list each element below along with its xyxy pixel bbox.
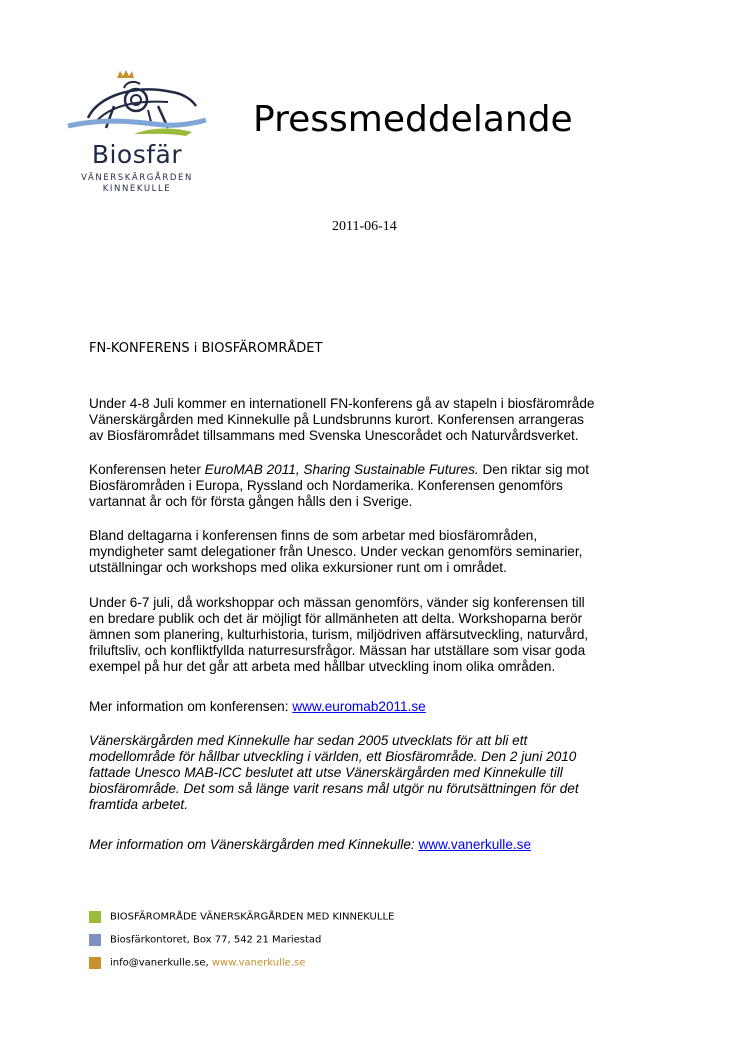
euromab-link[interactable]: www.euromab2011.se	[292, 699, 426, 714]
footer-email[interactable]: info@vanerkulle.se,	[110, 957, 209, 969]
paragraph-line: fattade Unesco MAB-ICC beslutet att utse Vänerskärgården med Kinnekulle till	[89, 765, 563, 780]
vanerkulle-link[interactable]: www.vanerkulle.se	[418, 837, 532, 852]
paragraph-line: Under 4-8 Juli kommer en internationell FN-konferens gå av stapeln i biosfärområde	[89, 396, 595, 411]
paragraph-line: exempel på hur det går att arbeta med hållbar utveckling inom olika områden.	[89, 659, 556, 674]
paragraph-line: biosfärområde. Det som så länge varit resans mål utgör nu förutsättningen för det	[89, 781, 579, 796]
paragraph-more-info-vanerkulle	[89, 837, 689, 853]
paragraph-line: av Biosfärområdet tillsammans med Svenska Unescorådet och Naturvårdsverket.	[89, 428, 579, 443]
page-title: Pressmeddelande	[253, 99, 573, 140]
logo-name: Biosfär	[91, 140, 183, 169]
orange-square-icon	[89, 957, 101, 969]
paragraph-line: Vänerskärgården med Kinnekulle har sedan 2005 utvecklats för att bli ett	[89, 733, 528, 748]
footer-organisation-row	[89, 911, 394, 925]
biosfar-logo	[64, 66, 210, 196]
text-fragment: Den riktar sig mot	[478, 462, 589, 477]
paragraph-line: ämnen som planering, kulturhistoria, turism, miljödriven affärsutveckling, naturvård,	[89, 627, 589, 642]
paragraph-line	[89, 837, 689, 853]
text-fragment: Konferensen heter	[89, 462, 205, 477]
paragraph-line: friluftsliv, och konfliktfyllda naturresursfrågor. Mässan har utställare som visar goda	[89, 643, 586, 658]
paragraph-line: Vänerskärgården med Kinnekulle på Lundsbrunns kurort. Konferensen arrangeras	[89, 412, 584, 427]
paragraph-line: myndigheter samt delegationer från Unesco. Under veckan genomförs seminarier,	[89, 544, 583, 559]
paragraph-line	[89, 462, 689, 478]
text-fragment: Mer information om Vänerskärgården med Kinnekulle:	[89, 837, 419, 852]
paragraph-conference-name	[89, 462, 689, 510]
footer-address: Biosfärkontoret, Box 77, 542 21 Mariestad	[110, 934, 322, 946]
green-square-icon	[89, 911, 101, 923]
text-fragment: Mer information om konferensen:	[89, 699, 293, 714]
paragraph-line: framtida arbetet.	[89, 797, 188, 812]
footer-organisation: BIOSFÄROMRÅDE VÄNERSKÄRGÅRDEN MED KINNEKULLE	[110, 911, 395, 923]
paragraph-line: Under 6-7 juli, då workshoppar och mässan genomförs, vänder sig konferensen till	[89, 595, 585, 610]
logo-subtitle-line1: VÄNERSKÄRGÅRDEN	[81, 173, 193, 183]
article-heading: FN-KONFERENS i BIOSFÄROMRÅDET	[89, 341, 323, 356]
conference-title: EuroMAB 2011, Sharing Sustainable Futures.	[204, 462, 479, 477]
paragraph-line: en bredare publik och det är möjligt för allmänheten att delta. Workshoparna berör	[89, 611, 583, 626]
logo-emblem-icon	[64, 66, 210, 142]
footer-contact-row	[89, 957, 305, 971]
paragraph-intro	[89, 396, 689, 444]
paragraph-line: modellområde för hållbar utveckling i världen, ett Biosfärområde. Den 2 juni 2010	[89, 749, 577, 764]
footer-address-row	[89, 934, 321, 948]
paragraph-line: Biosfärområden i Europa, Ryssland och Nordamerika. Konferensen genomförs	[89, 478, 563, 493]
paragraph-line: Bland deltagarna i konferensen finns de som arbetar med biosfärområden,	[89, 528, 538, 543]
paragraph-line: vartannat år och för första gången hålls den i Sverige.	[89, 494, 413, 509]
paragraph-participants	[89, 528, 689, 576]
paragraph-line: utställningar och workshops med olika exkursioner runt om i området.	[89, 560, 507, 575]
paragraph-more-info-conference	[89, 699, 689, 715]
press-date: 2011-06-14	[332, 219, 397, 234]
paragraph-line	[89, 699, 689, 715]
paragraph-about-biosphere	[89, 733, 689, 813]
logo-subtitle-line2: KINNEKULLE	[102, 184, 172, 194]
footer-website[interactable]: www.vanerkulle.se	[211, 957, 306, 969]
blue-square-icon	[89, 934, 101, 946]
paragraph-workshops	[89, 595, 689, 675]
